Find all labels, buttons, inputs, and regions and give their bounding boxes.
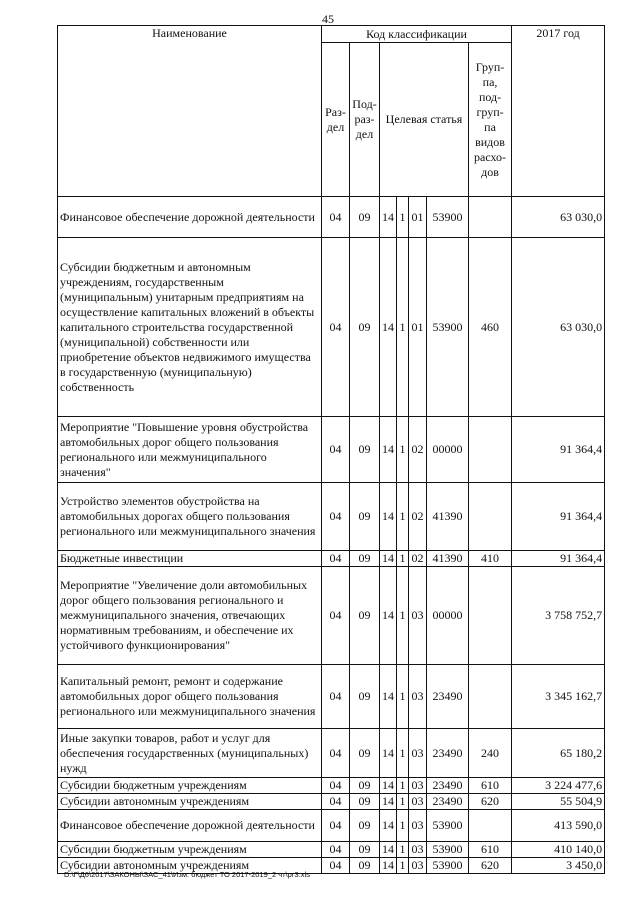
cell-expense-type: 610 [469, 842, 512, 858]
cell-section: 04 [322, 794, 350, 810]
cell-target-direction: 23490 [427, 778, 469, 794]
cell-expense-type [469, 665, 512, 729]
cell-target-subprogram: 1 [397, 197, 409, 238]
cell-name: Бюджетные инвестиции [58, 551, 322, 567]
cell-target-event: 03 [409, 858, 427, 874]
cell-name: Субсидии автономным учреждениям [58, 794, 322, 810]
cell-target-program: 14 [380, 665, 397, 729]
cell-expense-type: 410 [469, 551, 512, 567]
cell-section: 04 [322, 842, 350, 858]
cell-target-direction: 53900 [427, 197, 469, 238]
cell-section: 04 [322, 567, 350, 665]
column-header-name: Наименование [58, 26, 322, 197]
table-row [58, 665, 605, 729]
table-row [58, 483, 605, 551]
cell-subsection: 09 [350, 842, 380, 858]
cell-target-event: 03 [409, 567, 427, 665]
cell-amount: 63 030,0 [512, 238, 605, 417]
cell-target-program: 14 [380, 810, 397, 842]
table-row [58, 567, 605, 665]
cell-expense-type: 460 [469, 238, 512, 417]
cell-amount: 410 140,0 [512, 842, 605, 858]
cell-expense-type: 610 [469, 778, 512, 794]
cell-section: 04 [322, 665, 350, 729]
cell-target-program: 14 [380, 551, 397, 567]
cell-target-program: 14 [380, 778, 397, 794]
cell-target-event: 03 [409, 729, 427, 778]
cell-target-direction: 23490 [427, 665, 469, 729]
cell-expense-type [469, 483, 512, 551]
table-row [58, 729, 605, 778]
cell-target-program: 14 [380, 858, 397, 874]
cell-amount: 3 758 752,7 [512, 567, 605, 665]
cell-target-program: 14 [380, 729, 397, 778]
cell-target-direction: 53900 [427, 810, 469, 842]
cell-expense-type [469, 417, 512, 483]
cell-amount: 3 450,0 [512, 858, 605, 874]
cell-name: Субсидии бюджетным учреждениям [58, 778, 322, 794]
cell-target-subprogram: 1 [397, 778, 409, 794]
cell-section: 04 [322, 810, 350, 842]
cell-target-direction: 41390 [427, 483, 469, 551]
table-row [58, 551, 605, 567]
cell-target-subprogram: 1 [397, 810, 409, 842]
page-number: 45 [322, 12, 334, 26]
budget-table [57, 25, 605, 874]
cell-amount: 3 224 477,6 [512, 778, 605, 794]
table-row [58, 238, 605, 417]
cell-section: 04 [322, 551, 350, 567]
cell-target-direction: 53900 [427, 842, 469, 858]
cell-target-program: 14 [380, 483, 397, 551]
cell-target-event: 03 [409, 778, 427, 794]
cell-section: 04 [322, 197, 350, 238]
cell-name: Субсидии бюджетным учреждениям [58, 842, 322, 858]
cell-expense-type: 620 [469, 794, 512, 810]
cell-subsection: 09 [350, 483, 380, 551]
table-row [58, 842, 605, 858]
cell-subsection: 09 [350, 729, 380, 778]
cell-target-direction: 41390 [427, 551, 469, 567]
cell-amount: 91 364,4 [512, 483, 605, 551]
cell-name: Устройство элементов обустройства на автомобильных дорогах общего пользования регионального или межмуниципального значения [58, 483, 322, 551]
cell-target-event: 01 [409, 238, 427, 417]
cell-name: Финансовое обеспечение дорожной деятельности [58, 810, 322, 842]
cell-target-direction: 00000 [427, 417, 469, 483]
column-header-subsection: Под- раз- дел [350, 43, 380, 197]
cell-section: 04 [322, 858, 350, 874]
cell-amount: 65 180,2 [512, 729, 605, 778]
column-header-section: Раз- дел [322, 43, 350, 197]
cell-expense-type [469, 197, 512, 238]
table-row [58, 810, 605, 842]
cell-name: Мероприятие "Увеличение доли автомобильных дорог общего пользования регионального и межмуниципального значения, отвечающих нормативным требованиям, и обеспечение их устойчивого функционирования" [58, 567, 322, 665]
cell-name: Мероприятие "Повышение уровня обустройства автомобильных дорог общего пользования регионального или межмуниципального значения" [58, 417, 322, 483]
cell-amount: 91 364,4 [512, 551, 605, 567]
cell-amount: 3 345 162,7 [512, 665, 605, 729]
column-header-target: Целевая статья [380, 43, 469, 197]
cell-amount: 91 364,4 [512, 417, 605, 483]
cell-subsection: 09 [350, 665, 380, 729]
cell-subsection: 09 [350, 810, 380, 842]
column-header-year: 2017 год [512, 26, 605, 197]
cell-target-program: 14 [380, 842, 397, 858]
cell-name: Капитальный ремонт, ремонт и содержание автомобильных дорог общего пользования регионального или межмуниципального значения [58, 665, 322, 729]
column-header-code: Код классификации [322, 26, 512, 43]
table-row [58, 794, 605, 810]
cell-name: Субсидии автономным учреждениям [58, 858, 322, 874]
cell-target-event: 03 [409, 842, 427, 858]
cell-target-event: 02 [409, 483, 427, 551]
cell-target-program: 14 [380, 238, 397, 417]
cell-target-subprogram: 1 [397, 417, 409, 483]
cell-subsection: 09 [350, 551, 380, 567]
cell-section: 04 [322, 483, 350, 551]
cell-subsection: 09 [350, 567, 380, 665]
cell-target-subprogram: 1 [397, 567, 409, 665]
cell-section: 04 [322, 417, 350, 483]
cell-subsection: 09 [350, 778, 380, 794]
cell-target-direction: 53900 [427, 858, 469, 874]
cell-expense-type [469, 810, 512, 842]
cell-target-subprogram: 1 [397, 794, 409, 810]
cell-target-event: 02 [409, 551, 427, 567]
cell-subsection: 09 [350, 238, 380, 417]
column-header-group: Груп- па, под- груп- па видов расхо- дов [469, 43, 512, 197]
cell-target-direction: 23490 [427, 794, 469, 810]
cell-section: 04 [322, 729, 350, 778]
cell-target-subprogram: 1 [397, 483, 409, 551]
cell-name: Финансовое обеспечение дорожной деятельности [58, 197, 322, 238]
cell-target-event: 03 [409, 810, 427, 842]
cell-target-event: 01 [409, 197, 427, 238]
table-row [58, 197, 605, 238]
cell-target-subprogram: 1 [397, 858, 409, 874]
cell-target-direction: 53900 [427, 238, 469, 417]
cell-subsection: 09 [350, 417, 380, 483]
cell-target-event: 03 [409, 665, 427, 729]
file-path-footer: D:\Г\Д6\2017\ЗАКОНЫ\ЗАС_41\Изм. бюджет ТО 2017-2019_2 чт\рг3.xls [64, 870, 310, 879]
cell-target-program: 14 [380, 794, 397, 810]
cell-name: Субсидии бюджетным и автономным учреждениям, государственным (муниципальным) унитарным предприятиям на осуществление капитальных вложений в объекты капитального строительства государственной (муниципальной) собственности или приобретение объектов недвижимого имущества в государственную (муниципальную) собственность [58, 238, 322, 417]
cell-target-subprogram: 1 [397, 551, 409, 567]
cell-target-program: 14 [380, 197, 397, 238]
cell-target-subprogram: 1 [397, 238, 409, 417]
cell-expense-type: 240 [469, 729, 512, 778]
cell-section: 04 [322, 238, 350, 417]
cell-target-program: 14 [380, 417, 397, 483]
table-row [58, 778, 605, 794]
cell-amount: 55 504,9 [512, 794, 605, 810]
cell-target-program: 14 [380, 567, 397, 665]
cell-target-subprogram: 1 [397, 842, 409, 858]
cell-subsection: 09 [350, 858, 380, 874]
cell-section: 04 [322, 778, 350, 794]
table-row [58, 417, 605, 483]
cell-target-direction: 23490 [427, 729, 469, 778]
cell-target-direction: 00000 [427, 567, 469, 665]
table-body [58, 197, 605, 874]
cell-amount: 63 030,0 [512, 197, 605, 238]
cell-subsection: 09 [350, 794, 380, 810]
cell-expense-type: 620 [469, 858, 512, 874]
cell-target-event: 03 [409, 794, 427, 810]
cell-amount: 413 590,0 [512, 810, 605, 842]
cell-name: Иные закупки товаров, работ и услуг для обеспечения государственных (муниципальных) нужд [58, 729, 322, 778]
cell-target-event: 02 [409, 417, 427, 483]
cell-subsection: 09 [350, 197, 380, 238]
cell-expense-type [469, 567, 512, 665]
cell-target-subprogram: 1 [397, 729, 409, 778]
cell-target-subprogram: 1 [397, 665, 409, 729]
header-row-top [58, 26, 605, 43]
